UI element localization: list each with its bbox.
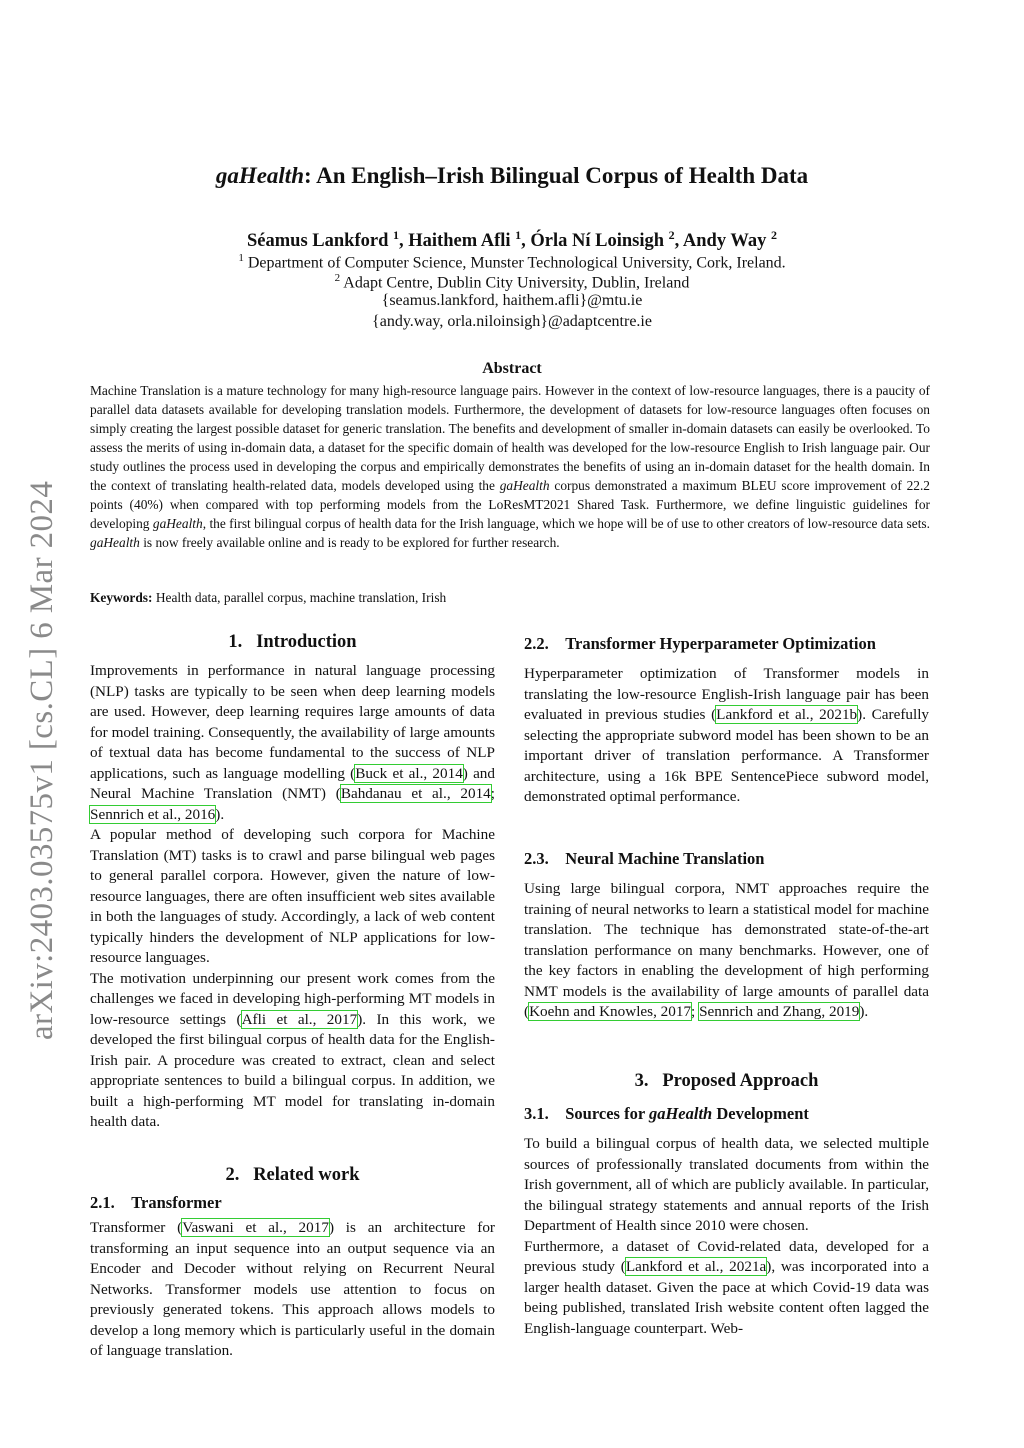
affiliation-text: Adapt Centre, Dublin City University, Dublin, Ireland bbox=[343, 274, 690, 292]
subsection-number: 2.3. bbox=[524, 849, 549, 868]
text: Using large bilingual corpora, NMT approaches require the training of neural networks to learn a statistical model for machine translation. The technique has demonstrated state-of-the-art translation performance on many benchmarks. However, one of the key factors in enabling the development of high performing NMT models is the availability of large amounts of parallel data ( bbox=[524, 880, 929, 1020]
paragraph: A popular method of developing such corpora for Machine Translation (MT) tasks is to crawl and parse bilingual web pages to general parallel corpora. However, given the nature of low-resource languages, there are often insufficient web sites available in both the languages of study. Accordingly, a lack of web content typically hinders the development of NLP applications for low-resource languages. bbox=[90, 826, 495, 966]
subsection-number: 2.1. bbox=[90, 1193, 115, 1212]
abstract-emphasis: gaHealth bbox=[152, 516, 203, 531]
author-affiliation-mark: 2 bbox=[770, 228, 777, 242]
nmt-body bbox=[524, 879, 929, 1023]
introduction-body bbox=[90, 661, 495, 1133]
keywords-label: Keywords: bbox=[90, 590, 153, 605]
abstract-body bbox=[90, 381, 930, 552]
text: Hyperparameter optimization of Transformer models in translating the low-resource English-Irish language pair has been evaluated in previous studies ( bbox=[524, 665, 929, 723]
affiliation-text: Department of Computer Science, Munster Technological University, Cork, Ireland. bbox=[247, 254, 786, 272]
text: ; bbox=[691, 1003, 700, 1020]
paper-title bbox=[0, 163, 1024, 189]
paragraph bbox=[524, 664, 929, 808]
author-affiliation-mark: 1 bbox=[515, 228, 522, 242]
subsection-title: Transformer Hyperparameter Optimization bbox=[565, 634, 876, 653]
author-name: Órla Ní Loinsigh bbox=[530, 231, 665, 252]
abstract-emphasis: gaHealth bbox=[499, 478, 550, 493]
section-title: Proposed Approach bbox=[662, 1071, 819, 1091]
subsection-heading-sources bbox=[524, 1104, 809, 1124]
text: ) and Neural Machine Translation (NMT) ( bbox=[90, 764, 495, 802]
subsection-heading-transformer bbox=[90, 1193, 222, 1213]
affiliation-mark: 1 bbox=[238, 252, 244, 264]
title-italic: gaHealth bbox=[215, 163, 304, 188]
paragraph bbox=[90, 969, 495, 1133]
citation-link[interactable]: Sennrich and Zhang, 2019 bbox=[699, 1003, 860, 1020]
author-name: Haithem Afli bbox=[408, 231, 511, 252]
citation-link[interactable]: Lankford et al., 2021b bbox=[716, 706, 858, 723]
abstract-text: corpus demonstrated a maximum BLEU score improvement of 22.2 points (40%) when compared with top performing models from the LoResMT2021 Shared Task. Furthermore, we define linguistic guidelines for developing bbox=[90, 478, 931, 531]
keywords-text: Health data, parallel corpus, machine translation, Irish bbox=[152, 590, 447, 605]
author-list: Séamus Lankford $^1$, Haithem Afli $^1$, Órla Ní Loinsigh $^2$, Andy Way $^2$ bbox=[247, 228, 777, 252]
text: ). In this work, we developed the first bilingual corpus of health data for the English-Irish pair. A procedure was created to extract, clean and select appropriate sentences to build a bilingual corpus. In addition, we built a high-performing MT model for translating in-domain health data. bbox=[90, 1010, 496, 1130]
abstract-emphasis: gaHealth bbox=[90, 535, 140, 550]
paragraph bbox=[524, 879, 929, 1023]
text: ; bbox=[490, 785, 495, 802]
affiliation-2 bbox=[0, 272, 1024, 292]
text: ). bbox=[859, 1003, 869, 1020]
keywords bbox=[90, 590, 930, 606]
section-title: Introduction bbox=[256, 632, 357, 652]
subsection-heading-hyperparameter bbox=[524, 634, 876, 654]
subsection-number: 3.1. bbox=[524, 1104, 549, 1123]
author-name: Andy Way bbox=[682, 231, 767, 252]
section-heading-proposed-approach bbox=[524, 1071, 929, 1092]
hyperparameter-body bbox=[524, 664, 929, 808]
subsection-title-italic: gaHealth bbox=[648, 1104, 713, 1123]
paragraph bbox=[524, 1237, 929, 1340]
author-name: Séamus Lankford bbox=[247, 231, 389, 252]
arxiv-identifier: arXiv:2403.03575v1 [cs.CL] 6 Mar 2024 bbox=[24, 480, 60, 1040]
citation-link[interactable]: Bahdanau et al., 2014 bbox=[340, 785, 491, 802]
paragraph bbox=[90, 1218, 495, 1362]
abstract-text: Machine Translation is a mature technology for many high-resource language pairs. However in the context of low-resource languages, there is a paucity of parallel data datasets available for developing translation models. Furthermore, the development of datasets for low-resource languages often focuses on simply creating the largest possible dataset for generic translation. The benefits and development of smaller in-domain datasets can easily be overlooked. To assess the merits of using in-domain data, a dataset for the specific domain of health was developed for the low-resource English to Irish language pair. Our study outlines the process used in developing the corpus and empirically demonstrates the benefits of using an in-domain dataset for the health domain. In the context of translating health-related data, models developed using the bbox=[90, 383, 930, 493]
subsection-title: Sources for bbox=[565, 1104, 649, 1123]
transformer-body bbox=[90, 1218, 495, 1362]
text: The motivation underpinning our present work comes from the challenges we faced in developing high-performing MT models in low-resource settings ( bbox=[90, 969, 495, 1028]
sources-body bbox=[524, 1134, 929, 1339]
citation-link[interactable]: Sennrich et al., 2016 bbox=[90, 805, 216, 823]
section-number: 2. bbox=[225, 1165, 240, 1185]
text: ). bbox=[215, 805, 225, 823]
text: Furthermore, a dataset of Covid-related data, developed for a previous study ( bbox=[524, 1237, 929, 1275]
abstract-text: is now freely available online and is ready to be explored for further research. bbox=[139, 535, 560, 550]
subsection-title: Neural Machine Translation bbox=[565, 849, 765, 868]
section-heading-related-work bbox=[90, 1165, 495, 1186]
section-number: 3. bbox=[634, 1071, 649, 1091]
citation-link[interactable]: Lankford et al., 2021a bbox=[625, 1258, 767, 1275]
citation-link[interactable]: Buck et al., 2014 bbox=[355, 764, 463, 782]
citation-link[interactable]: Koehn and Knowles, 2017 bbox=[529, 1003, 692, 1020]
abstract-text: , the first bilingual corpus of health data for the Irish language, which we hope will be of use to other creators of low-resource data sets. bbox=[202, 516, 930, 531]
subsection-title: Transformer bbox=[131, 1193, 222, 1212]
section-title: Related work bbox=[253, 1165, 360, 1185]
text: Transformer ( bbox=[90, 1219, 183, 1236]
text: ). Carefully selecting the appropriate subword model has been shown to be an important driver of translation performance. A Transformer architecture, using a 16k BPE SentencePiece subword model, demonstrated optimal performance. bbox=[524, 706, 930, 805]
text: Improvements in performance in natural language processing (NLP) tasks are typically to be seen when deep learning models are used. However, deep learning requires large amounts of data for model training. Consequently, the availability of large amounts of textual data has become fundamental to the success of NLP applications, such as language modelling ( bbox=[90, 662, 495, 782]
text: ), was incorporated into a larger health dataset. Given the pace at which Covid-19 data was being published, translated Irish website content often lagged the English-language counterpart. Web- bbox=[524, 1258, 929, 1337]
paragraph: To build a bilingual corpus of health data, we selected multiple sources of professionally translated documents from within the Irish government, all of which are publicly available. In particular, the bilingual strategy statements and annual reports of the Irish Department of Health since 2010 were chosen. bbox=[524, 1135, 929, 1234]
subsection-heading-nmt bbox=[524, 849, 764, 869]
email-adapt: {andy.way, orla.niloinsigh}@adaptcentre.ie bbox=[372, 313, 652, 330]
author-affiliation-mark: 2 bbox=[668, 228, 675, 242]
paragraph bbox=[90, 661, 495, 825]
email-mtu: {seamus.lankford, haithem.afli}@mtu.ie bbox=[381, 292, 643, 309]
citation-link[interactable]: Vaswani et al., 2017 bbox=[182, 1219, 329, 1236]
affiliation-mark: 2 bbox=[334, 272, 341, 284]
text: ) is an architecture for transforming an input sequence into an output sequence via an Encoder and Decoder without relying on Recurrent Neural Networks. Transformer models use attention to focus on previously generated tokens. This approach allows models to develop a long memory which is particularly useful in the domain of language translation. bbox=[90, 1219, 495, 1359]
section-heading-introduction bbox=[90, 632, 495, 653]
author-affiliation-mark: 1 bbox=[393, 228, 399, 242]
title-rest: : An English–Irish Bilingual Corpus of Health Data bbox=[303, 163, 809, 188]
section-number: 1. bbox=[228, 632, 243, 652]
subsection-title: Development bbox=[712, 1104, 809, 1123]
subsection-number: 2.2. bbox=[524, 634, 549, 653]
citation-link[interactable]: Afli et al., 2017 bbox=[241, 1010, 358, 1028]
affiliation-1 bbox=[0, 252, 1024, 272]
abstract-heading: Abstract bbox=[482, 360, 542, 377]
